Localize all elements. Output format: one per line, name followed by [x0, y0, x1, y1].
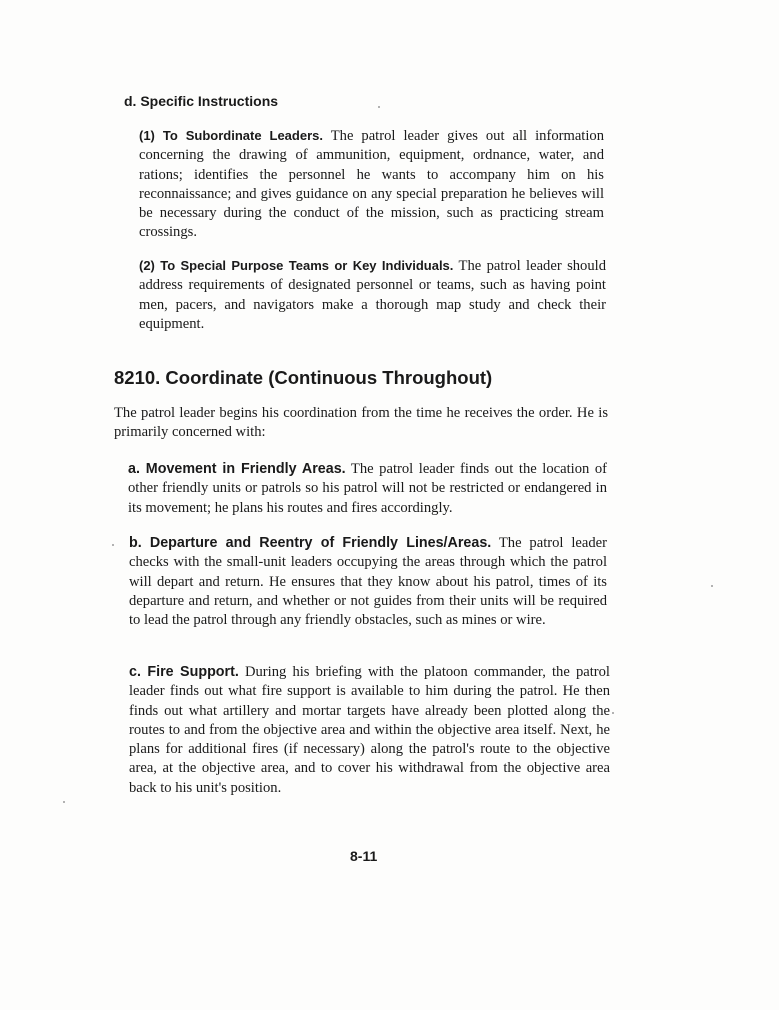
coordination-item-friendly-areas — [128, 460, 607, 518]
scan-speck — [112, 544, 114, 546]
paragraph-text: During his briefing with the platoon commander, the patrol leader finds out what fire support is available to him during the patrol. He then finds out what artillery and mortar targets have already been plotted along the routes to and from the objective area and within the objective area itself. Next, he plans for additional fires (if necessary) along the patrol's route to the objective area, at the objective area, and to cover his withdrawal from the objective area back to his unit's position. — [129, 664, 610, 796]
scan-speck — [612, 712, 614, 714]
paragraph-text: The patrol leader should address requirements of designated personnel or teams, such as having point men, pacers, and navigators make a thorough map study and check their equipment. — [139, 258, 606, 332]
coordination-item-fire-support — [129, 663, 610, 798]
page-number: 8-11 — [350, 848, 378, 864]
scan-speck — [378, 106, 380, 108]
paragraph-lead: c. Fire Support. — [129, 664, 239, 680]
paragraph-lead: a. Movement in Friendly Areas. — [128, 461, 346, 477]
subsection-heading: d. Specific Instructions — [124, 93, 279, 109]
scan-speck — [711, 585, 713, 587]
coordination-item-departure-reentry — [129, 534, 607, 630]
paragraph-lead: b. Departure and Reentry of Friendly Lines/Areas. — [129, 535, 492, 551]
paragraph-text: The patrol leader checks with the small-unit leaders occupying the areas through which the patrol will depart and return. He ensures that they know about his patrol, times of its departure and return, and whether or not guides from their units will be required to lead the patrol through any friendly obstacles, such as mines or wire. — [129, 535, 607, 629]
section-intro: The patrol leader begins his coordination from the time he receives the order. He is primarily concerned with: — [114, 405, 608, 441]
paragraph-text: The patrol leader gives out all information concerning the drawing of ammunition, equipment, ordnance, water, and rations; identifies the personnel he wants to accompany him on his reconnaissance; and gives guidance on any special preparation he believes will be necessary during the conduct of the mission, such as practicing stream crossings. — [139, 128, 605, 241]
paragraph-lead: (2) To Special Purpose Teams or Key Individuals. — [139, 258, 454, 273]
paragraph-text: The patrol leader finds out the location of other friendly units or patrols so his patrol will not be restricted or endangered in its movement; he plans his routes and fires accordingly. — [128, 461, 607, 516]
instruction-paragraph-subordinate-leaders — [139, 126, 604, 243]
paragraph-lead: (1) To Subordinate Leaders. — [139, 128, 323, 143]
scan-speck — [63, 801, 65, 803]
section-heading: 8210. Coordinate (Continuous Throughout) — [114, 367, 493, 388]
instruction-paragraph-special-teams — [139, 256, 606, 334]
